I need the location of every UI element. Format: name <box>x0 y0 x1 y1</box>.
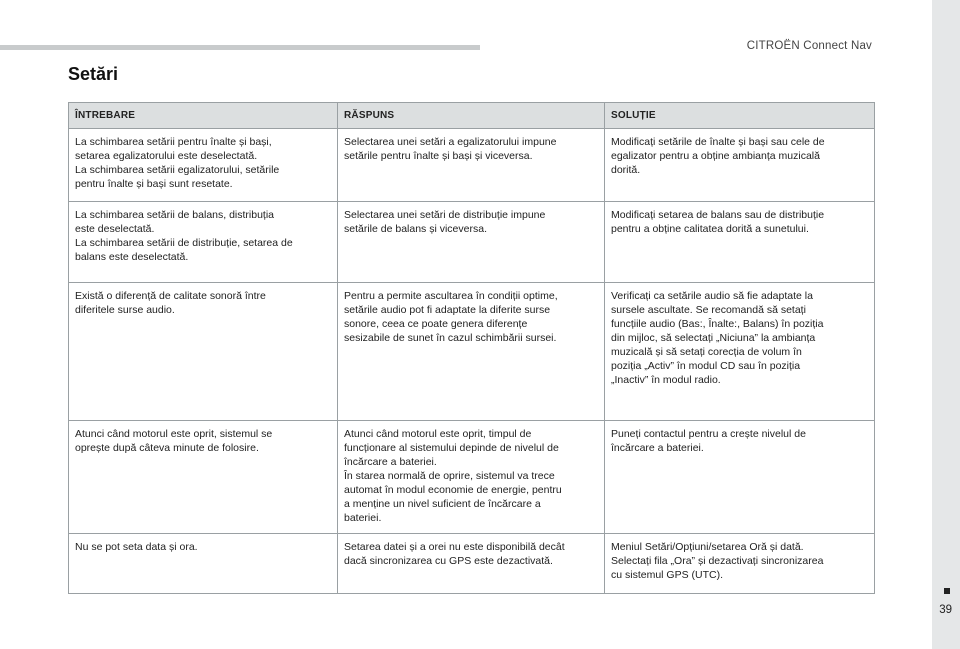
page-side-strip <box>932 0 960 649</box>
question-cell: La schimbarea setării de balans, distribuția este deselectată. La schimbarea setării de distribuție, setarea de balans este deselectată. <box>69 202 338 283</box>
table-row <box>69 283 875 421</box>
question-cell: Există o diferență de calitate sonoră între diferitele surse audio. <box>69 283 338 421</box>
page-marker-icon <box>944 588 950 594</box>
table-row <box>69 129 875 202</box>
answer-cell: Selectarea unei setări a egalizatorului impune setările pentru înalte și bași și viceversa. <box>338 129 605 202</box>
question-cell: Atunci când motorul este oprit, sistemul se oprește după câteva minute de folosire. <box>69 421 338 534</box>
header-rule <box>0 45 480 50</box>
table-header-row <box>69 103 875 129</box>
solution-cell: Modificați setarea de balans sau de distribuție pentru a obține calitatea dorită a sunetului. <box>605 202 875 283</box>
table-row <box>69 534 875 594</box>
solution-cell: Verificați ca setările audio să fie adaptate la sursele ascultate. Se recomandă să setați funcțiile audio (Bas:, Înalte:, Balans) în poziția din mijloc, să selectați „Niciuna” la ambianța muzicală și să setați corecția de volum în poziția „Activ” în modul CD sau în poziția „Inactiv” în modul radio. <box>605 283 875 421</box>
question-cell: Nu se pot seta data și ora. <box>69 534 338 594</box>
table-row <box>69 202 875 283</box>
page-title: Setări <box>68 64 119 84</box>
brand-label: CITROËN Connect Nav <box>746 40 872 52</box>
solution-cell: Meniul Setări/Opțiuni/setarea Oră și dată. Selectați fila „Ora” și dezactivați sincronizarea cu sistemul GPS (UTC). <box>605 534 875 594</box>
table-row <box>69 421 875 534</box>
solution-cell: Puneți contactul pentru a crește nivelul de încărcare a bateriei. <box>605 421 875 534</box>
question-cell: La schimbarea setării pentru înalte și bași, setarea egalizatorului este deselectată. La schimbarea setării egalizatorului, setările pentru înalte și bași sunt resetate. <box>69 129 338 202</box>
column-header-answer: RĂSPUNS <box>338 103 605 129</box>
answer-cell: Pentru a permite ascultarea în condiții optime, setările audio pot fi adaptate la diferite surse sonore, ceea ce poate genera diferențe sesizabile de sunet în cazul schimbării sursei. <box>338 283 605 421</box>
column-header-question: ÎNTREBARE <box>69 103 338 129</box>
answer-cell: Selectarea unei setări de distribuție impune setările de balans și viceversa. <box>338 202 605 283</box>
faq-table <box>68 102 875 594</box>
answer-cell: Setarea datei și a orei nu este disponibilă decât dacă sincronizarea cu GPS este dezactivată. <box>338 534 605 594</box>
page-number: 39 <box>939 604 952 616</box>
column-header-solution: SOLUȚIE <box>605 103 875 129</box>
answer-cell: Atunci când motorul este oprit, timpul de funcționare al sistemului depinde de nivelul de încărcare a bateriei. În starea normală de oprire, sistemul va trece automat în modul economie de energie, pentru a menține un nivel suficient de încărcare a bateriei. <box>338 421 605 534</box>
solution-cell: Modificați setările de înalte și bași sau cele de egalizator pentru a obține ambianța muzicală dorită. <box>605 129 875 202</box>
